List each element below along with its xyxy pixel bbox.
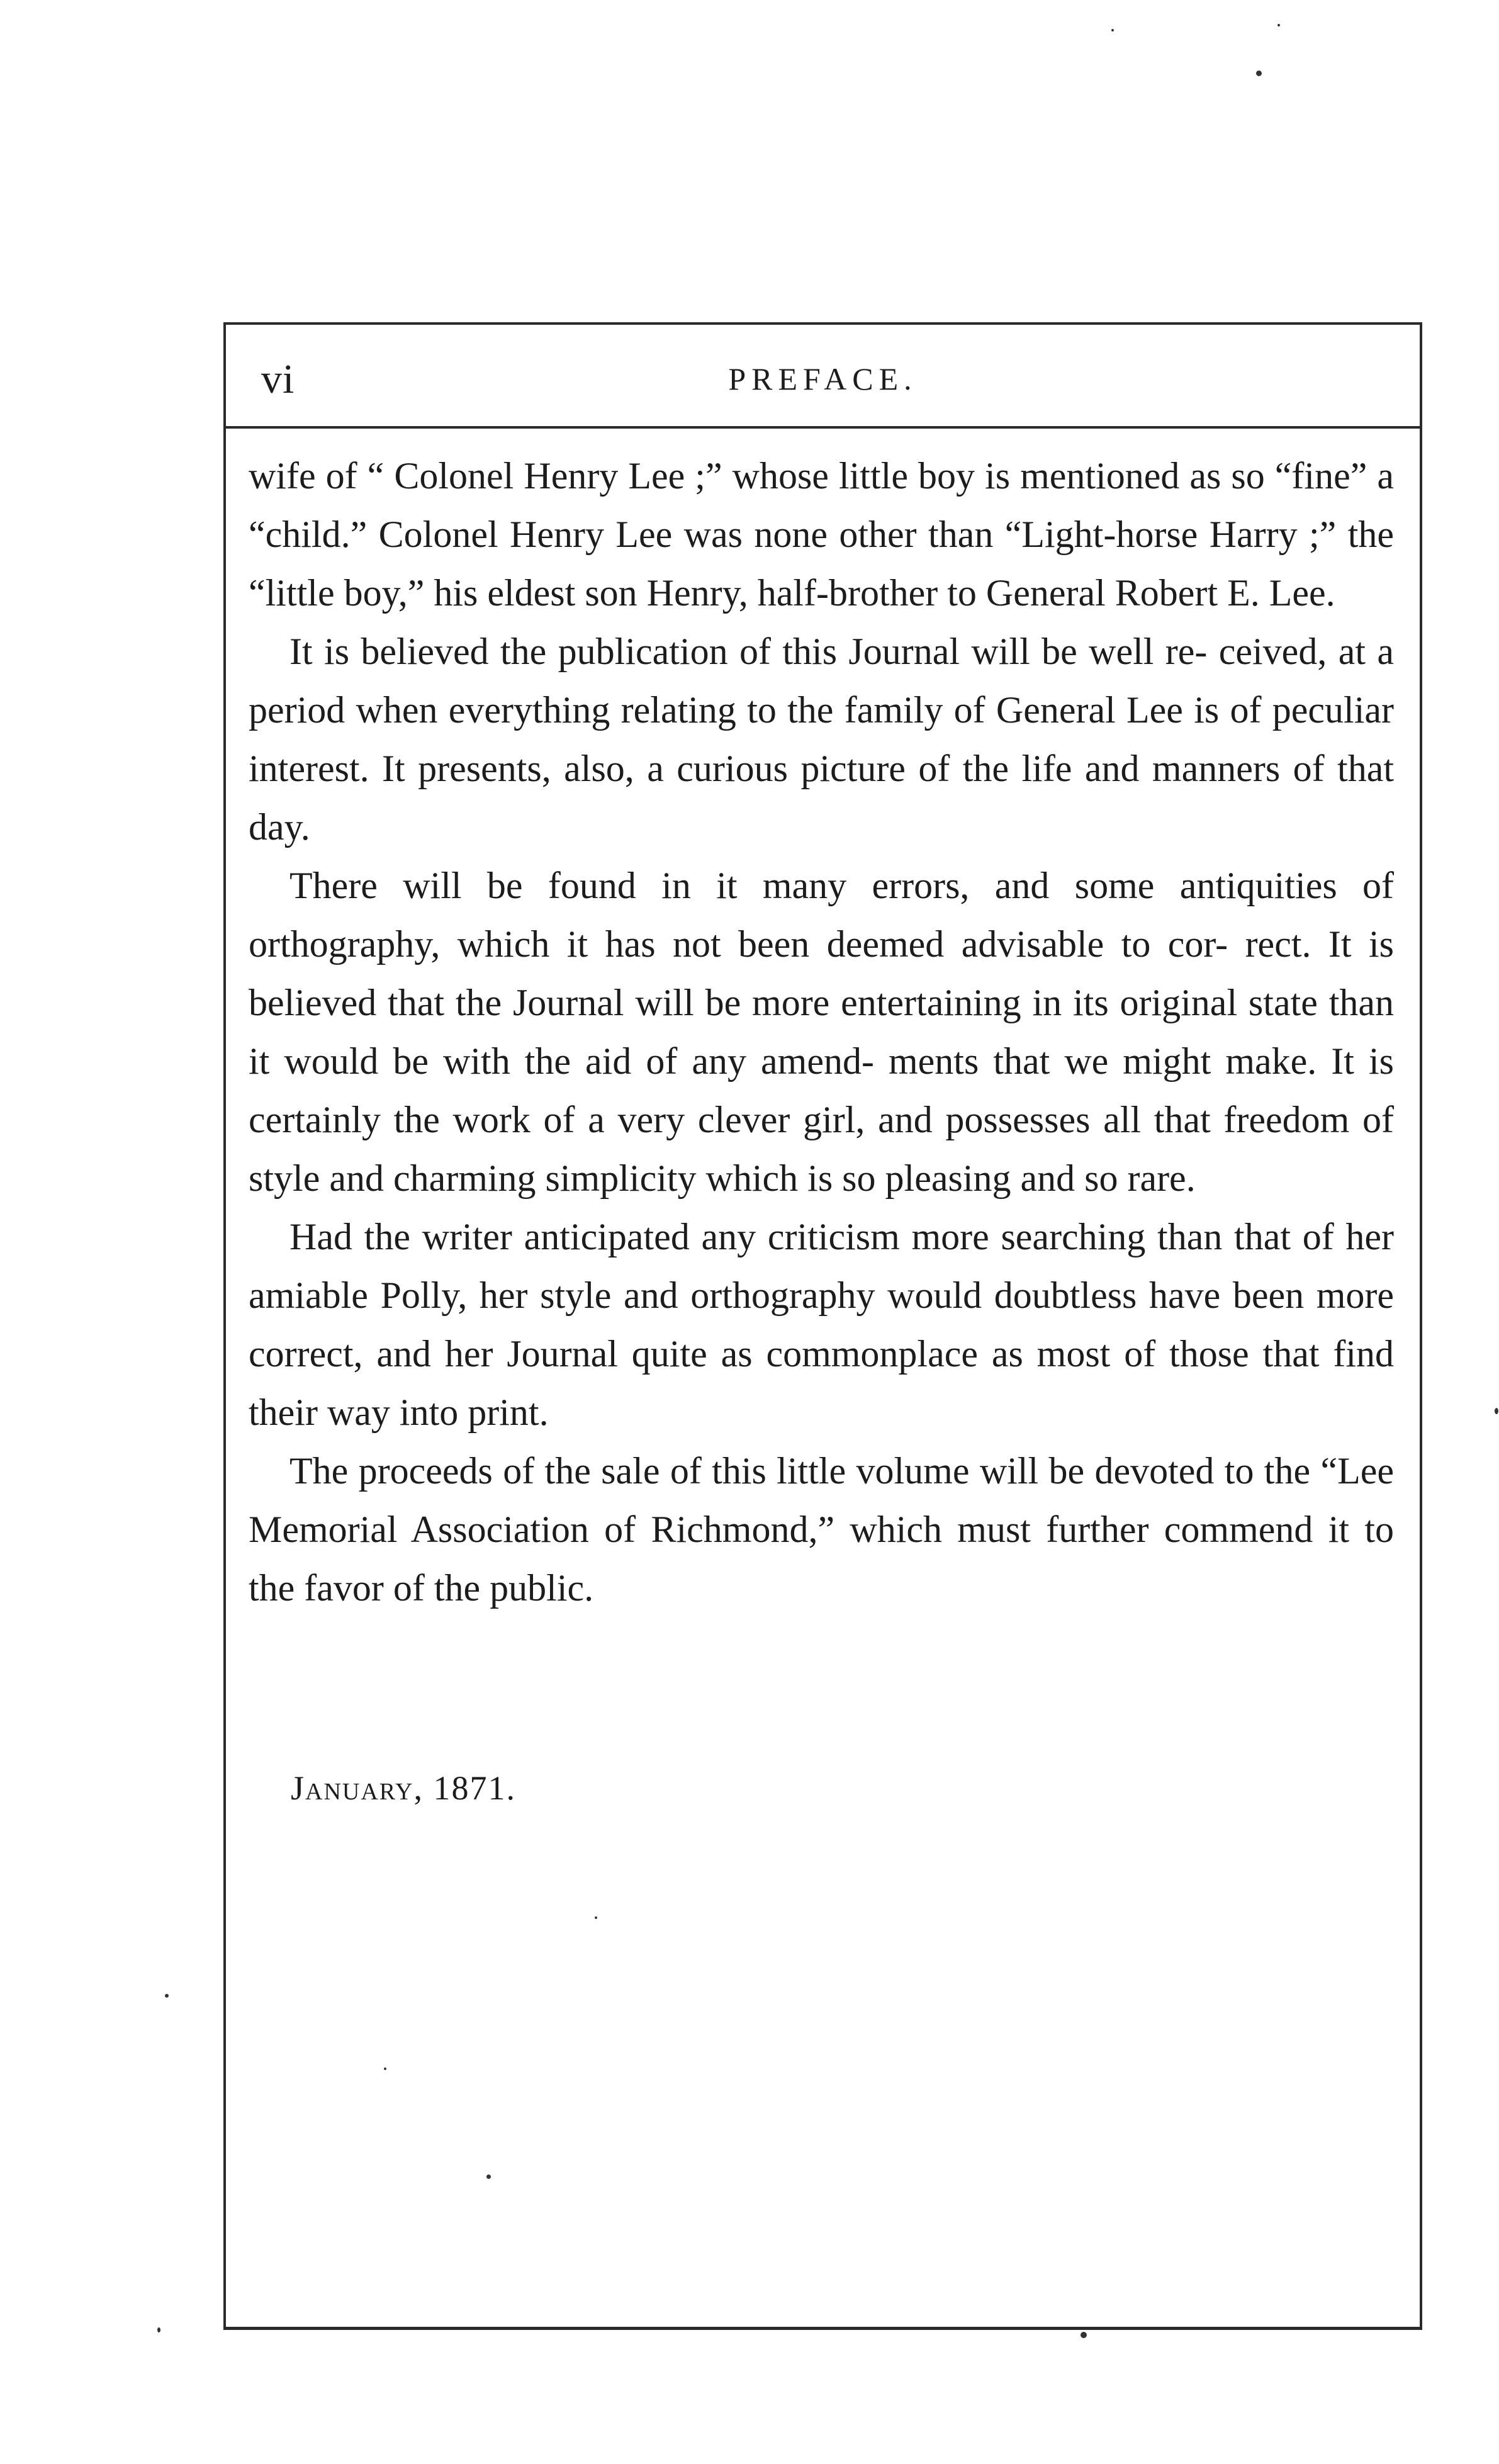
scan-speck <box>1081 2332 1087 2338</box>
paragraph-continuation: wife of “ Colonel Henry Lee ;” whose little boy is mentioned as so “fine” a “child.” Colonel Henry Lee was none other than “Light-horse Harry ;” the “little boy,” his eldest son Henry, half-brother to General Robert E. Lee. <box>249 455 1394 614</box>
paragraph: Had the writer anticipated any criticism more searching than that of her amiable Polly, her style and orthography would doubtless have been more correct, and her Journal quite as commonplace as most of those that find their way into print. <box>249 1216 1394 1433</box>
paragraph: There will be found in it many errors, and some antiquities of orthography, which it has not been deemed advisable to cor- rect. It is believed that the Journal will be more entertaining in its original state than it would be with the aid of any amend- ments that we might make. It is certainly the work of a very clever girl, and possesses all that freedom of style and charming simplicity which is so pleasing and so rare. <box>249 865 1394 1199</box>
dateline: January, 1871. <box>291 1769 516 1807</box>
paragraph: It is believed the publication of this Journal will be well re- ceived, at a period when everything relating to the family of General Lee is of peculiar interest. It presents, also, a curious picture of the life and manners of that day. <box>249 631 1394 848</box>
scan-speck <box>1495 1408 1498 1414</box>
scan-speck <box>384 2067 386 2070</box>
scan-speck <box>157 2327 160 2332</box>
running-head <box>223 343 1422 412</box>
running-title: PREFACE. <box>728 361 918 397</box>
header-rule <box>223 426 1422 429</box>
paragraph: The proceeds of the sale of this little volume will be devoted to the “Lee Memorial Association of Richmond,” which must further commend it to the favor of the public. <box>249 1450 1394 1609</box>
scan-speck <box>486 2174 491 2179</box>
preface-body <box>249 447 1394 1617</box>
page-number: vi <box>261 356 295 402</box>
scan-speck <box>595 1916 597 1919</box>
scan-speck <box>1256 70 1262 76</box>
scan-speck <box>1277 24 1280 26</box>
scan-speck <box>165 1994 169 1998</box>
scan-speck <box>1111 29 1114 31</box>
